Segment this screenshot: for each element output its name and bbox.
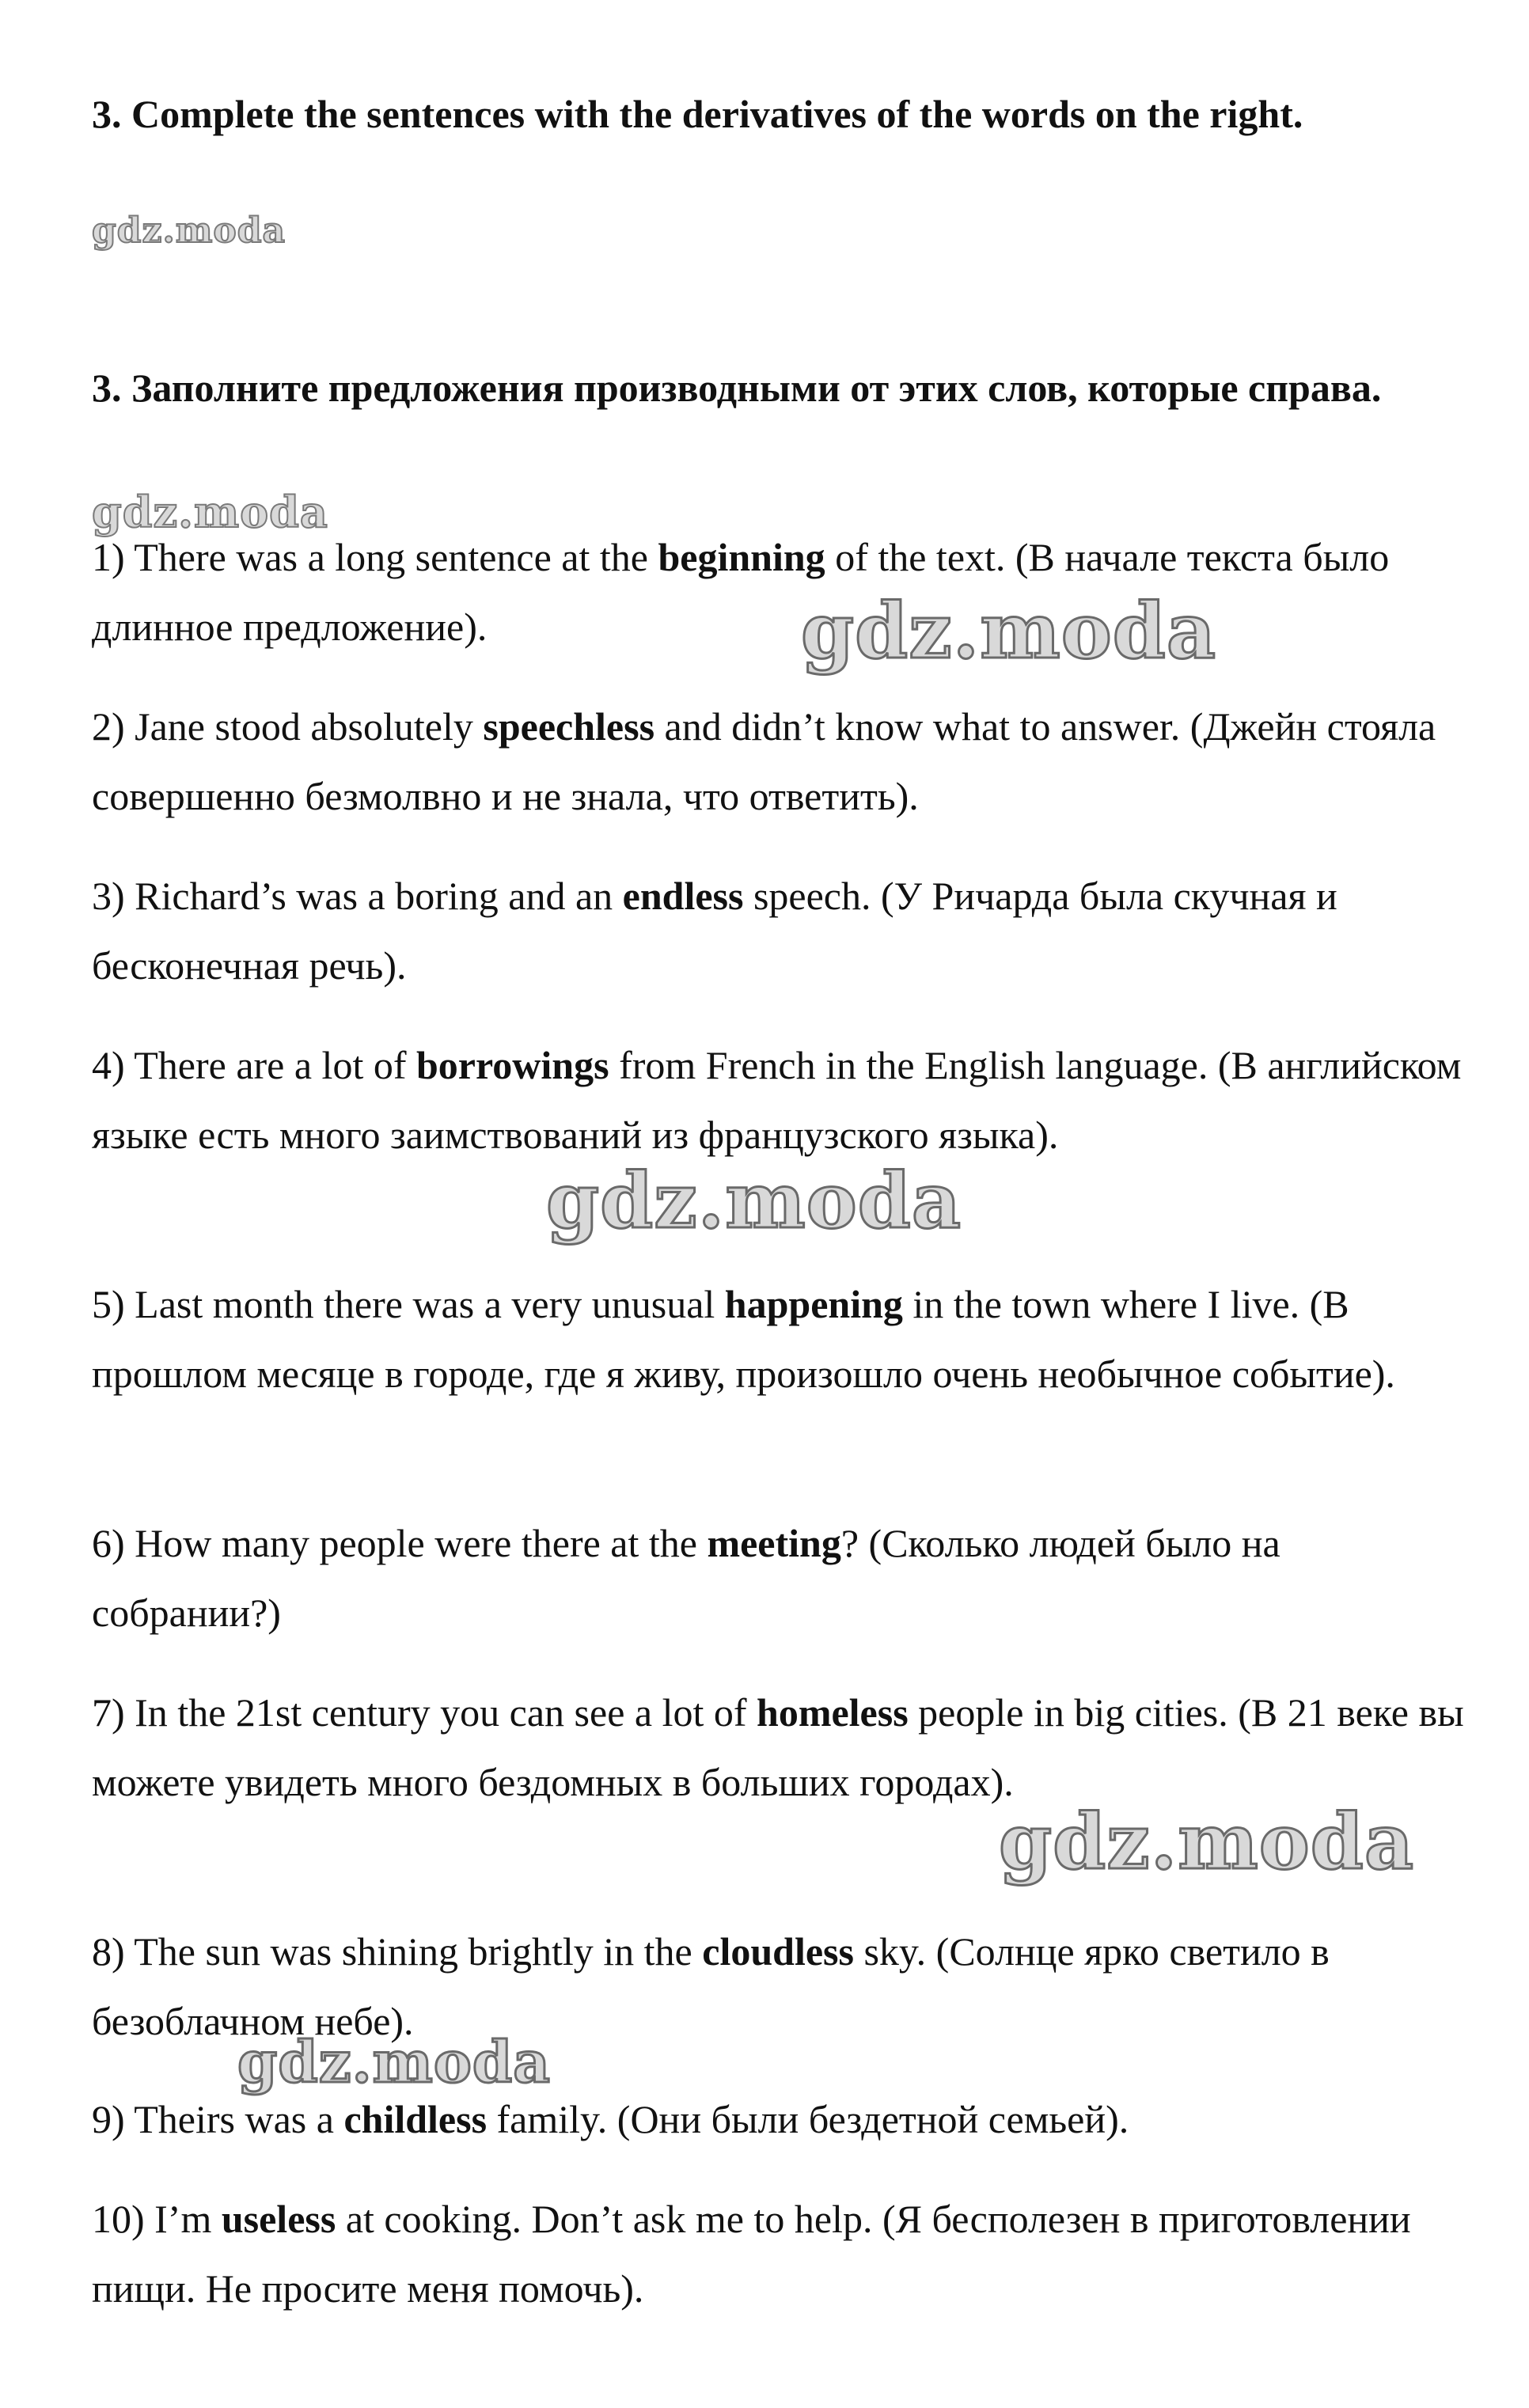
sentence-4: 4) There are a lot of borrowings from French in the English language. (В английском языке есть много заимствований из французского языка). — [92, 1043, 1462, 1157]
answer-word: borrowings — [416, 1043, 609, 1087]
sentence-10: 10) I’m useless at cooking. Don’t ask me to help. (Я бесполезен в приготовлении пищи. Не просите меня помочь). — [92, 2197, 1411, 2311]
sentence-7: 7) In the 21st century you can see a lot of homeless people in big cities. (В 21 веке вы можете увидеть много бездомных в больших городах). — [92, 1690, 1464, 1804]
sentence-2: 2) Jane stood absolutely speechless and didn’t know what to answer. (Джейн стояла совершенно безмолвно и не знала, что ответить). — [92, 704, 1436, 818]
answer-word: useless — [221, 2197, 336, 2241]
watermark: gdz.moda — [546, 1156, 962, 1246]
sentence-5: 5) Last month there was a very unusual happening in the town where I live. (В прошлом месяце в городе, где я живу, произошло очень необычное событие). — [92, 1282, 1395, 1396]
answer-word: speechless — [483, 704, 655, 749]
answer-word: happening — [724, 1282, 903, 1326]
watermark: gdz.moda — [237, 2028, 551, 2095]
watermark: gdz.moda — [92, 210, 286, 251]
answer-word: endless — [622, 874, 744, 918]
answer-word: homeless — [757, 1690, 909, 1735]
sentence-1: 1) There was a long sentence at the beginning of the text. (В начале текста было длинное предложение). — [92, 535, 1390, 649]
sentence-6: 6) How many people were there at the meeting? (Сколько людей было на собрании?) — [92, 1521, 1280, 1635]
watermark: gdz.moda — [801, 586, 1217, 676]
task-heading-russian: 3. Заполните предложения производными от этих слов, которые справа. — [92, 366, 1382, 410]
watermark: gdz.moda — [92, 487, 328, 537]
answer-word: beginning — [658, 535, 825, 579]
task-heading-english: 3. Complete the sentences with the derivatives of the words on the right. — [92, 92, 1303, 136]
sentence-3: 3) Richard’s was a boring and an endless speech. (У Ричарда была скучная и бесконечная речь). — [92, 874, 1337, 988]
answer-word: meeting — [707, 1521, 841, 1565]
sentence-8: 8) The sun was shining brightly in the cloudless sky. (Солнце ярко светило в безоблачном небе). — [92, 1929, 1330, 2043]
answer-word: cloudless — [702, 1929, 854, 1974]
answer-word: childless — [343, 2097, 488, 2141]
watermark: gdz.moda — [999, 1797, 1415, 1887]
sentence-9: 9) Theirs was a childless family. (Они были бездетной семьей). — [92, 2097, 1129, 2141]
